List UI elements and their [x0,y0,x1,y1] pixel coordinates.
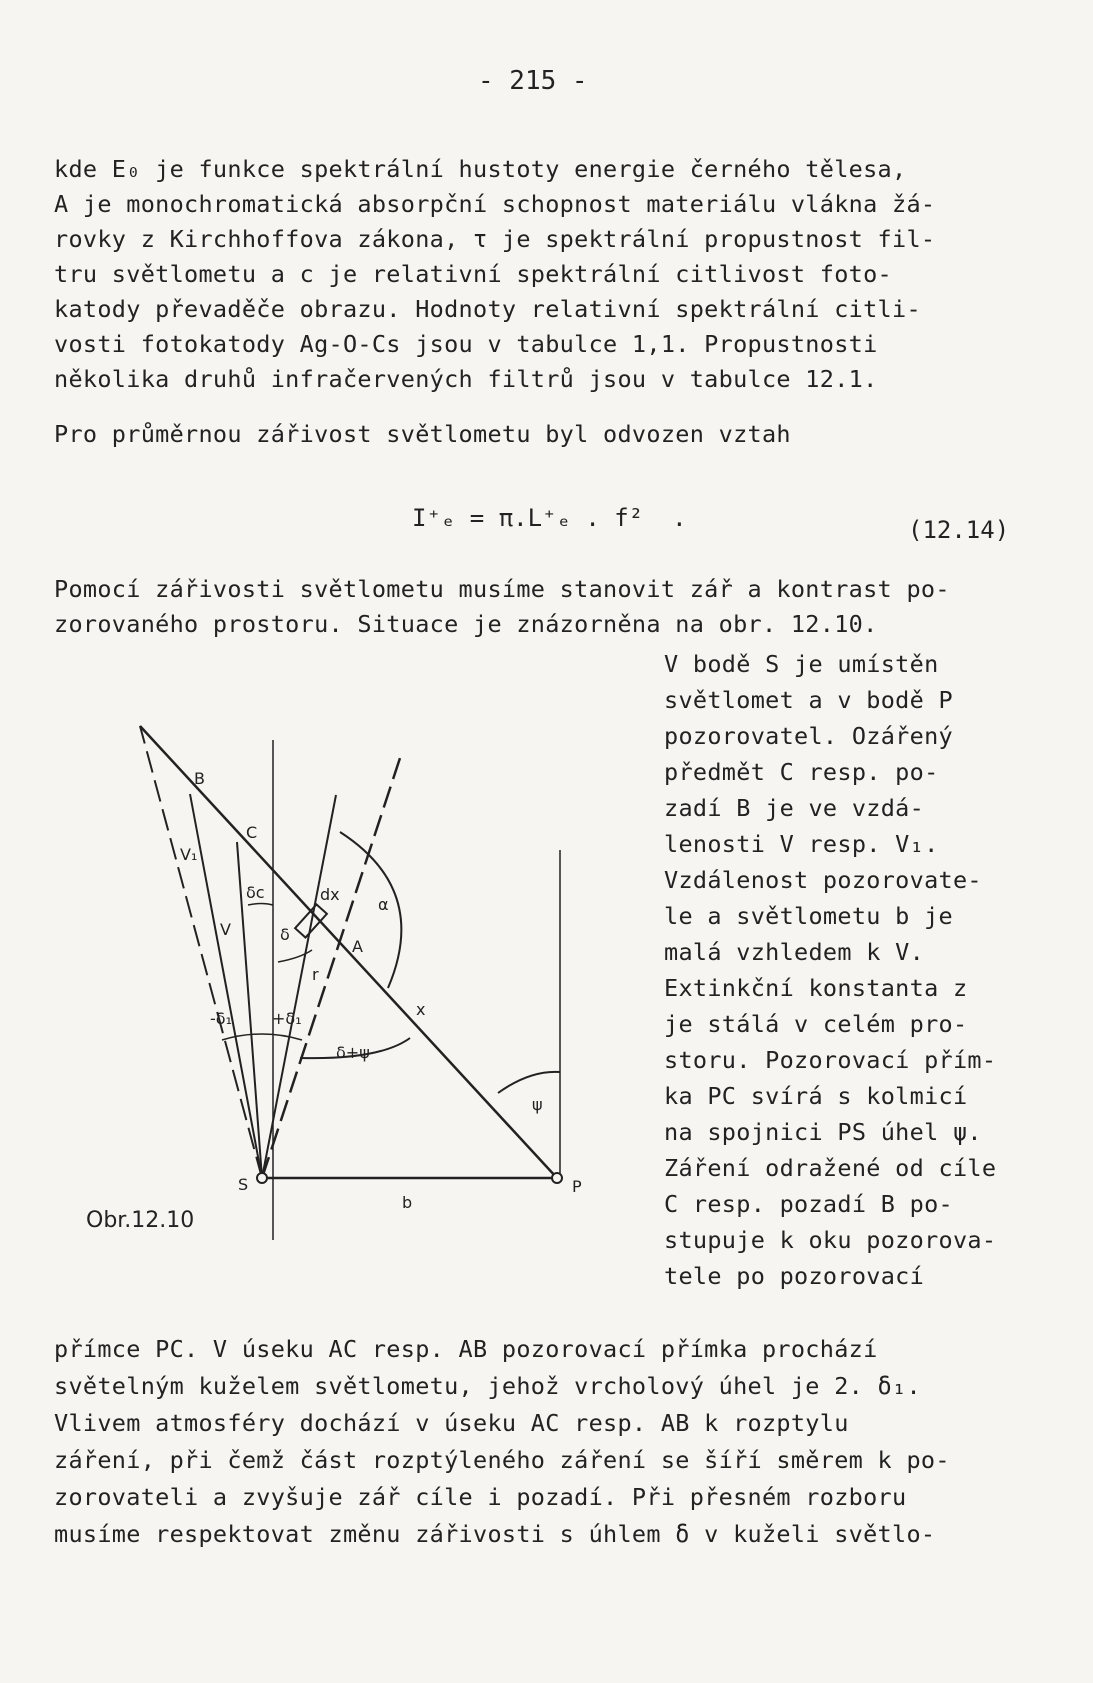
text-line: stupuje k oku pozorova- [664,1226,997,1254]
label-x: x [416,1000,426,1019]
label-a: A [352,937,363,956]
label-psi: ψ [532,1095,543,1114]
text-line: na spojnici PS úhel ψ. [664,1118,982,1146]
text-line: ka PC svírá s kolmicí [664,1082,968,1110]
text-line: světlomet a v bodě P [664,686,953,714]
text-line: katody převaděče obrazu. Hodnoty relativní spektrální citli- [54,295,921,323]
text-line: musíme respektovat změnu zářivosti s úhlem δ v kuželi světlo- [54,1520,936,1548]
arc-psi [498,1072,560,1093]
text-line: kde E₀ je funkce spektrální hustoty energie černého tělesa, [54,155,907,183]
equation-number: (12.14) [908,516,1010,544]
page-number: - 215 - [478,66,588,96]
text-line: Pro průměrnou zářivost světlometu byl odvozen vztah [54,420,791,448]
label-c: C [246,823,258,842]
text-line: lenosti V resp. V₁. [664,830,939,858]
text-line: je stálá v celém pro- [664,1010,968,1038]
arc-dc [248,904,273,906]
ray-v1 [190,794,262,1178]
text-line: tele po pozorovací [664,1262,925,1290]
label-b: B [194,769,205,788]
text-line: Vlivem atmosféry dochází v úseku AC resp. AB k rozptylu [54,1409,849,1437]
label-s: S [238,1175,249,1194]
point-p [552,1173,562,1183]
text-line: vosti fotokatody Ag-O-Cs jsou v tabulce 1,1. Propustnosti [54,330,878,358]
label-r: r [312,965,319,984]
text-line: C resp. pozadí B po- [664,1190,953,1218]
text-line: Záření odražené od cíle [664,1154,997,1182]
text-line: Vzdálenost pozorovate- [664,866,982,894]
text-line: předmět C resp. po- [664,758,939,786]
text-line: záření, při čemž část rozptýleného záření se šíří směrem k po- [54,1446,950,1474]
label-delta-psi: δ+ψ [336,1043,370,1062]
label-p: P [572,1177,582,1196]
text-line: pozorovatel. Ozářený [664,722,953,750]
figure-caption: Obr.12.10 [86,1208,195,1233]
text-line: A je monochromatická absorpční schopnost materiálu vlákna žá- [54,190,936,218]
text-line: tru světlometu a c je relativní spektrální citlivost foto- [54,260,892,288]
text-line: Pomocí zářivosti světlometu musíme stanovit zář a kontrast po- [54,575,950,603]
point-s [257,1173,267,1183]
equation: I⁺ₑ = π.L⁺ₑ . f² . [412,504,687,532]
label-plus-d1: +δ₁ [272,1009,302,1028]
text-line: zorovaného prostoru. Situace je znázorněna na obr. 12.10. [54,610,878,638]
label-minus-d1: -δ₁ [210,1009,232,1028]
text-line: světelným kuželem světlometu, jehož vrcholový úhel je 2. δ₁. [54,1372,921,1400]
label-alpha: α [378,895,389,914]
text-line: rovky z Kirchhoffova zákona, τ je spektrální propustnost fil- [54,225,936,253]
text-line: několika druhů infračervených filtrů jsou v tabulce 12.1. [54,365,878,393]
text-line: V bodě S je umístěn [664,650,939,678]
text-line: le a světlometu b je [664,902,953,930]
label-dx: dx [320,885,340,904]
label-delta: δ [280,925,290,944]
text-line: zorovateli a zvyšuje zář cíle i pozadí. Při přesném rozboru [54,1483,907,1511]
sight-line-bp [140,726,557,1178]
label-b-dist: b [402,1193,413,1212]
arc-delta [278,950,312,962]
text-line: přímce PC. V úseku AC resp. AB pozorovací přímka prochází [54,1335,878,1363]
label-v1: V₁ [180,845,198,864]
text-line: zadí B je ve vzdá- [664,794,925,822]
text-line: malá vzhledem k V. [664,938,925,966]
text-line: Extinkční konstanta z [664,974,968,1002]
label-v: V [220,920,231,939]
text-line: storu. Pozorovací přím- [664,1046,997,1074]
label-dc: δc [246,883,265,902]
